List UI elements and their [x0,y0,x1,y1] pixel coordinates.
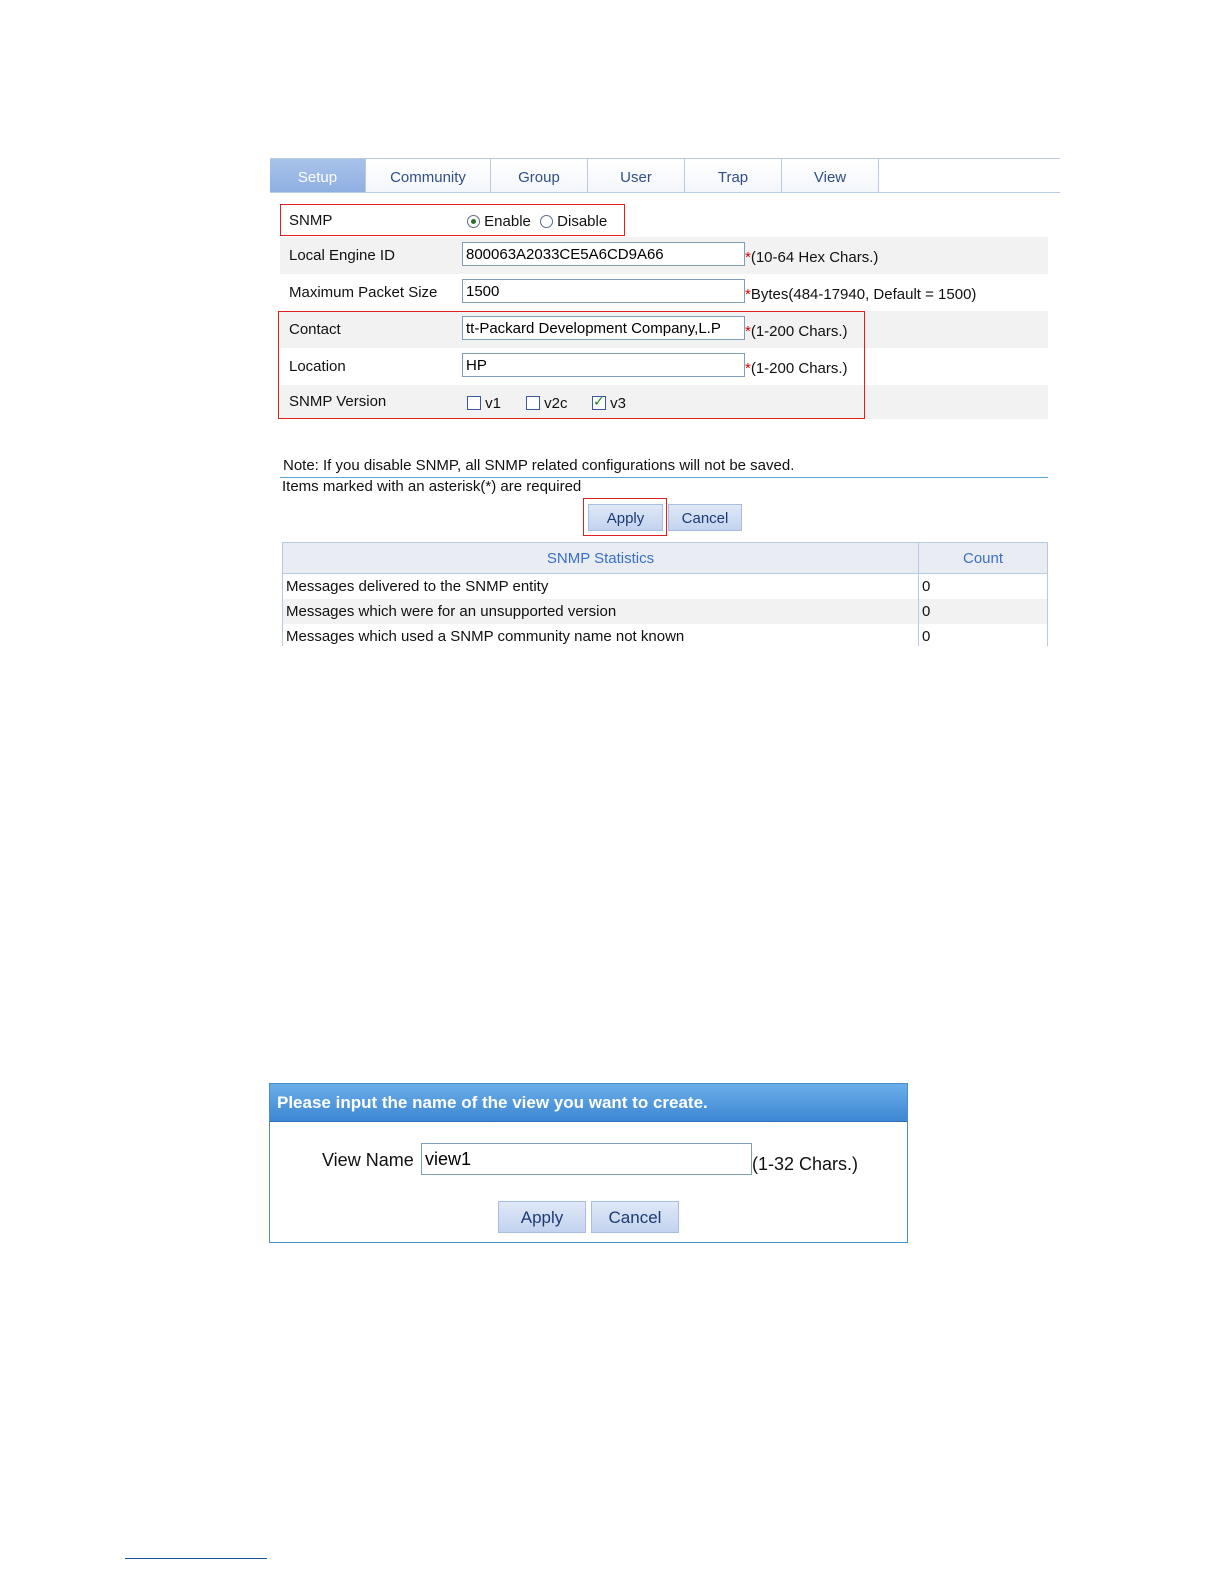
v2c-checkbox[interactable] [526,396,540,410]
snmp-statistics-table [282,542,1048,646]
apply-button[interactable]: Apply [588,504,663,531]
snmp-version-label: SNMP Version [289,393,387,410]
snmp-disable-option[interactable] [540,213,607,230]
location-label: Location [289,358,346,375]
footnote-separator [125,1558,267,1559]
dialog-apply-button[interactable]: Apply [498,1201,586,1233]
v1-option[interactable] [467,395,501,412]
tab-bar [270,158,1060,193]
stat-count: 0 [919,574,1048,600]
stat-count: 0 [919,624,1048,646]
stat-count: 0 [919,599,1048,624]
max-packet-size-hint: *Bytes(484-17940, Default = 1500) [745,286,977,303]
snmp-version-row [280,385,1048,419]
view-name-hint: (1-32 Chars.) [752,1154,859,1174]
snmp-setup-panel [270,158,1060,646]
local-engine-id-row [280,237,1048,274]
v2c-option[interactable] [526,395,568,412]
max-packet-size-row [280,274,1048,311]
stat-name: Messages which used a SNMP community name not known [283,624,919,646]
local-engine-id-hint: *(10-64 Hex Chars.) [745,249,879,266]
tab-user[interactable]: User [588,159,685,192]
v3-checkbox[interactable] [592,396,606,410]
view-name-label: View Name [322,1150,414,1170]
local-engine-id-label: Local Engine ID [289,247,395,264]
snmp-row [280,202,1048,239]
v1-label: v1 [485,395,502,412]
stat-name: Messages which were for an unsupported version [283,599,919,624]
table-row [283,624,1048,646]
contact-hint: *(1-200 Chars.) [745,323,848,340]
dialog-title: Please input the name of the view you want to create. [270,1084,907,1122]
location-hint: *(1-200 Chars.) [745,360,848,377]
v3-option[interactable] [592,395,626,412]
snmp-enable-option[interactable] [467,213,531,230]
create-view-dialog [269,1083,908,1243]
disable-label: Disable [557,213,608,230]
v3-label: v3 [610,395,627,412]
cancel-button[interactable]: Cancel [668,504,742,531]
contact-label: Contact [289,321,341,338]
tab-trap[interactable]: Trap [685,159,782,192]
view-name-input[interactable] [421,1143,752,1175]
location-row [280,348,1048,385]
enable-label: Enable [484,213,531,230]
table-row [283,574,1048,600]
v2c-label: v2c [544,395,568,412]
disable-radio[interactable] [540,215,553,228]
snmp-label: SNMP [289,212,333,229]
contact-input[interactable] [462,316,745,340]
contact-row [280,311,1048,348]
tab-community[interactable]: Community [366,159,491,192]
tab-view[interactable]: View [782,159,879,192]
stats-header-name: SNMP Statistics [283,543,919,574]
enable-radio[interactable] [467,215,480,228]
location-input[interactable] [462,353,745,377]
required-note: Items marked with an asterisk(*) are required [282,478,582,495]
max-packet-size-label: Maximum Packet Size [289,284,438,301]
max-packet-size-input[interactable] [462,279,745,303]
local-engine-id-input[interactable] [462,242,745,266]
disable-note: Note: If you disable SNMP, all SNMP related configurations will not be saved. [283,457,795,474]
table-row [283,599,1048,624]
stat-name: Messages delivered to the SNMP entity [283,574,919,600]
tab-setup[interactable]: Setup [270,159,366,192]
v1-checkbox[interactable] [467,396,481,410]
stats-header-count: Count [919,543,1048,574]
tab-group[interactable]: Group [491,159,588,192]
dialog-cancel-button[interactable]: Cancel [591,1201,679,1233]
